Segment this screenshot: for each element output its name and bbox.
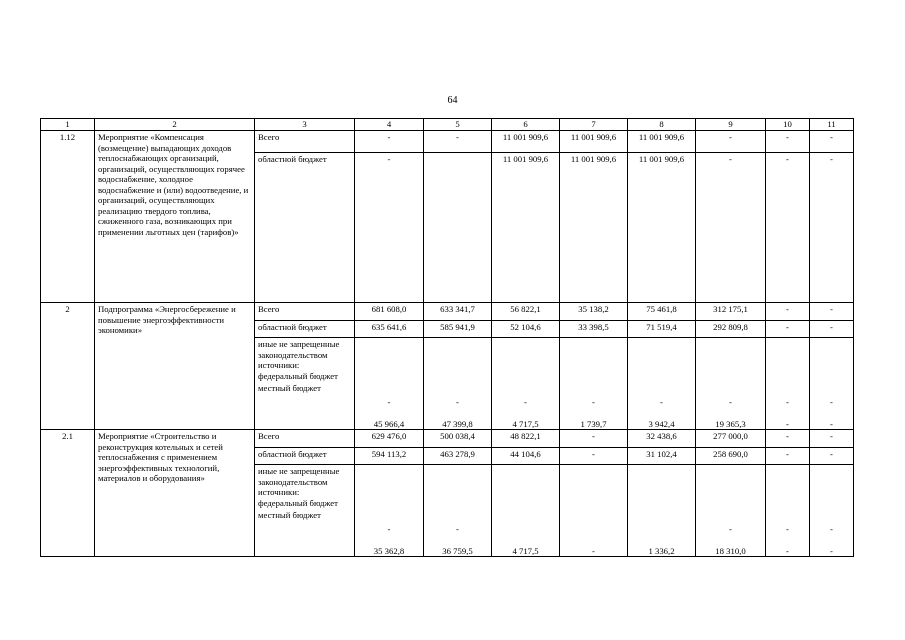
local-value: 35 362,8 [373, 545, 405, 556]
value-cell: - [810, 321, 854, 338]
fed-value: - [830, 397, 833, 407]
value-cell: 11 001 909,6 [628, 131, 696, 153]
value-cell [766, 465, 810, 557]
value-cell [628, 338, 696, 430]
value-cell: 32 438,6 [628, 430, 696, 448]
source-cell [255, 338, 355, 430]
header-cell: 2 [95, 119, 255, 131]
value-cell: - [810, 303, 854, 321]
row-code: 1.12 [41, 131, 95, 303]
source-cell: Всего [255, 430, 355, 448]
table-row [41, 430, 854, 448]
value-cell [696, 338, 766, 430]
fed-value: - [786, 523, 789, 534]
value-cell: 35 138,2 [560, 303, 628, 321]
value-cell [424, 153, 492, 303]
header-cell: 9 [696, 119, 766, 131]
source-local: местный бюджет [258, 510, 321, 520]
table-row [41, 303, 854, 321]
value-cell: - [560, 448, 628, 465]
local-value: 36 759,5 [442, 545, 473, 556]
local-value: 45 966,4 [373, 418, 405, 429]
value-cell: 11 001 909,6 [492, 131, 560, 153]
source-cell: областной бюджет [255, 448, 355, 465]
value-cell: 11 001 909,6 [628, 153, 696, 303]
value-cell: 594 113,2 [355, 448, 424, 465]
header-row [41, 119, 854, 131]
value-cell [424, 338, 492, 430]
value-cell: - [810, 430, 854, 448]
fed-value: - [387, 523, 391, 534]
value-cell: 629 476,0 [355, 430, 424, 448]
header-cell: 10 [766, 119, 810, 131]
local-value: 18 310,0 [715, 545, 746, 556]
value-cell: 463 278,9 [424, 448, 492, 465]
value-cell: - [696, 131, 766, 153]
row-code: 2.1 [41, 430, 95, 557]
source-cell: Всего [255, 303, 355, 321]
budget-table [40, 118, 854, 557]
value-cell: 500 038,4 [424, 430, 492, 448]
value-cell: - [560, 430, 628, 448]
value-cell: 585 941,9 [424, 321, 492, 338]
local-value: - [786, 545, 789, 556]
row-name: Мероприятие «Компенсация (возмещение) выпадающих доходов теплоснабжающих организаций, организаций, осуществляющих горячее водоснабжение, холодное водоснабжение и (или) водоотведение, и организаций, осуществляющих реализацию твердого топлива, сжиженного газа, возникающих при применении льготных цен (тарифов)» [95, 131, 255, 303]
value-cell [355, 338, 424, 430]
fed-value: - [830, 523, 833, 534]
header-cell: 1 [41, 119, 95, 131]
local-value: - [830, 545, 833, 556]
value-cell [492, 465, 560, 557]
local-value: 1 336,2 [648, 545, 675, 556]
source-federal: федеральный бюджет [258, 497, 338, 508]
value-cell [355, 465, 424, 557]
value-cell: - [766, 131, 810, 153]
source-local: местный бюджет [258, 383, 321, 393]
value-cell: - [696, 153, 766, 303]
value-cell: 44 104,6 [492, 448, 560, 465]
value-cell: 11 001 909,6 [560, 153, 628, 303]
value-cell: 635 641,6 [355, 321, 424, 338]
page-number: 64 [447, 95, 458, 106]
value-cell: 312 175,1 [696, 303, 766, 321]
fed-value [629, 524, 694, 535]
header-cell: 3 [255, 119, 355, 131]
fed-value: - [729, 523, 732, 534]
header-cell: 11 [810, 119, 854, 131]
fed-value: - [592, 397, 595, 407]
fed-value: - [456, 523, 459, 534]
local-value: 47 399,8 [442, 418, 473, 429]
value-cell [492, 338, 560, 430]
value-cell: 31 102,4 [628, 448, 696, 465]
value-cell [560, 338, 628, 430]
fed-value: - [524, 397, 527, 407]
value-cell: - [355, 131, 424, 153]
fed-value [561, 524, 626, 535]
value-cell: - [766, 303, 810, 321]
value-cell [766, 338, 810, 430]
fed-value: - [456, 397, 459, 407]
local-value: - [830, 418, 833, 429]
value-cell: 52 104,6 [492, 321, 560, 338]
row-name: Мероприятие «Строительство и реконструкция котельных и сетей теплоснабжения с применением энергоэффективных технологий, материалов и оборудования» [95, 430, 255, 557]
value-cell: - [810, 153, 854, 303]
local-value: 3 942,4 [648, 418, 675, 429]
value-cell [810, 465, 854, 557]
value-cell: 277 000,0 [696, 430, 766, 448]
fed-value: - [660, 397, 663, 407]
value-cell: - [810, 131, 854, 153]
source-cell: Всего [255, 131, 355, 153]
value-cell: 48 822,1 [492, 430, 560, 448]
value-cell: - [766, 321, 810, 338]
header-cell: 5 [424, 119, 492, 131]
source-cell: областной бюджет [255, 321, 355, 338]
source-cell [255, 465, 355, 557]
value-cell [628, 465, 696, 557]
value-cell: 33 398,5 [560, 321, 628, 338]
table-row [41, 131, 854, 153]
value-cell: - [766, 448, 810, 465]
value-cell [696, 465, 766, 557]
value-cell: 56 822,1 [492, 303, 560, 321]
source-other: иные не запрещенные законодательством источники: [258, 339, 340, 370]
source-other: иные не запрещенные законодательством источники: [258, 466, 340, 497]
header-cell: 4 [355, 119, 424, 131]
source-cell: областной бюджет [255, 153, 355, 303]
value-cell [560, 465, 628, 557]
value-cell: 71 519,4 [628, 321, 696, 338]
value-cell: - [766, 430, 810, 448]
fed-value: - [387, 397, 391, 407]
local-value: - [786, 418, 789, 429]
row-name: Подпрограмма «Энергосбережение и повышение энергоэффективности экономики» [95, 303, 255, 430]
local-value: 4 717,5 [512, 545, 539, 556]
header-cell: 8 [628, 119, 696, 131]
value-cell: - [355, 153, 424, 303]
local-value: 1 739,7 [580, 418, 607, 429]
local-value: - [592, 545, 595, 556]
value-cell: 292 809,8 [696, 321, 766, 338]
value-cell: 633 341,7 [424, 303, 492, 321]
value-cell: 75 461,8 [628, 303, 696, 321]
fed-value [493, 524, 558, 535]
value-cell: - [424, 131, 492, 153]
local-value: 4 717,5 [512, 418, 539, 429]
value-cell: 258 690,0 [696, 448, 766, 465]
value-cell: 681 608,0 [355, 303, 424, 321]
value-cell: - [810, 448, 854, 465]
value-cell: 11 001 909,6 [492, 153, 560, 303]
local-value: 19 365,3 [715, 418, 746, 429]
source-federal: федеральный бюджет [258, 370, 338, 381]
value-cell: 11 001 909,6 [560, 131, 628, 153]
fed-value: - [786, 397, 789, 407]
row-code: 2 [41, 303, 95, 430]
header-cell: 6 [492, 119, 560, 131]
value-cell: - [766, 153, 810, 303]
value-cell [424, 465, 492, 557]
header-cell: 7 [560, 119, 628, 131]
fed-value: - [729, 397, 732, 407]
value-cell [810, 338, 854, 430]
